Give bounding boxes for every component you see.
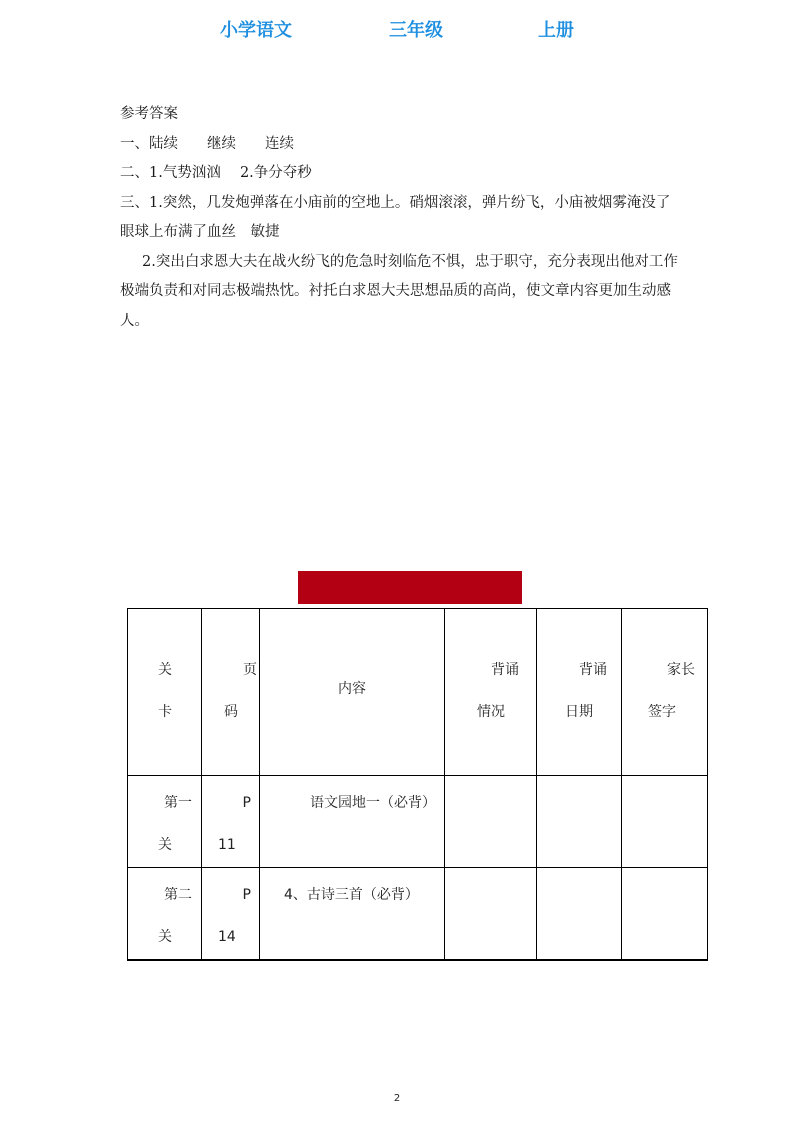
- answer-q2: 二、1.气势汹汹 2.争分夺秒: [120, 165, 312, 181]
- answer-section: [120, 100, 685, 336]
- answer-q1: 一、陆续 继续 连续: [120, 135, 294, 152]
- header-grade: 三年级: [389, 20, 443, 41]
- row-page: P 14: [202, 868, 260, 960]
- answer-q3-2: 2.突出白求恩大夫在战火纷飞的危急时刻临危不惧，忠于职守，充分表现出他对工作极端负责和对同志极端热忱。衬托白求恩大夫思想品质的高尚，使文章内容更加生动感人。: [120, 253, 678, 329]
- row-level: 第二 关: [128, 868, 202, 960]
- table-row: [128, 868, 708, 960]
- header-volume: 上册: [538, 20, 574, 41]
- row-sign-cell[interactable]: [622, 868, 708, 960]
- header-date: 背诵 日期: [537, 609, 622, 776]
- table-row: [128, 776, 708, 868]
- answer-q3-1: 三、1.突然，几发炮弹落在小庙前的空地上。硝烟滚滚，弹片纷飞，小庙被烟雾淹没了 眼球上布满了血丝 敏捷: [120, 194, 685, 240]
- row-page: P 11: [202, 776, 260, 868]
- row-sign-cell[interactable]: [622, 776, 708, 868]
- row-recite-cell[interactable]: [445, 868, 537, 960]
- row-content: 语文园地一（必背）: [260, 776, 445, 868]
- row-content: 4、古诗三首（必背）: [260, 868, 445, 960]
- header-content: 内容: [260, 609, 445, 776]
- page-number: 2: [393, 1093, 401, 1104]
- page-header: [0, 14, 794, 44]
- row-level: 第一 关: [128, 776, 202, 868]
- header-level: 关 卡: [128, 609, 202, 776]
- row-date-cell[interactable]: [537, 776, 622, 868]
- header-subject: 小学语文: [220, 20, 292, 41]
- answer-title: 参考答案: [120, 106, 178, 122]
- header-recite: 背诵 情况: [445, 609, 537, 776]
- header-sign: 家长 签字: [622, 609, 708, 776]
- header-page: 页 码: [202, 609, 260, 776]
- section-banner: [298, 571, 522, 604]
- recitation-table: [127, 608, 708, 961]
- table-header-row: [128, 609, 708, 776]
- row-date-cell[interactable]: [537, 868, 622, 960]
- row-recite-cell[interactable]: [445, 776, 537, 868]
